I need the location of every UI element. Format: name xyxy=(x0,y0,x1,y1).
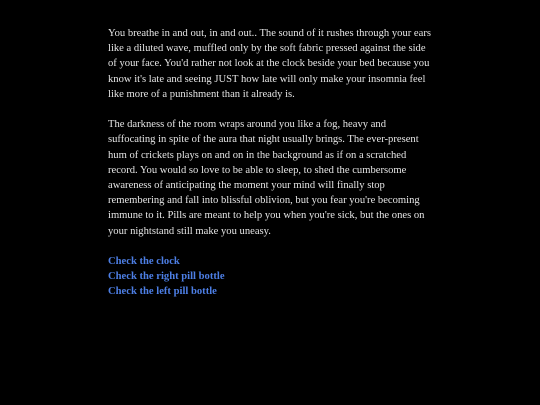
story-container xyxy=(108,26,434,300)
passage-paragraph-1: You breathe in and out, in and out.. The sound of it rushes through your ears like a diluted wave, muffled only by the soft fabric pressed against the side of your face. You'd rather not look at the clock beside your bed because you know it's late and seeing JUST how late will only make your insomnia feel like more of a punishment than it already is. xyxy=(108,28,431,100)
choice-list xyxy=(108,254,434,300)
passage xyxy=(108,26,434,239)
choice-check-left-pill-bottle-link[interactable]: Check the left pill bottle xyxy=(108,286,217,298)
choice-check-right-pill-bottle-link[interactable]: Check the right pill bottle xyxy=(108,271,225,283)
passage-paragraph-2: The darkness of the room wraps around you like a fog, heavy and suffocating in spite of the aura that night usually brings. The ever-present hum of crickets plays on and on in the background as if on a scratched record. You would so love to be able to sleep, to shed the cumbersome awareness of anticipating the moment your mind will finally stop remembering and fall into blissful oblivion, but you fear you're becoming immune to it. Pills are meant to help you when you're sick, but the ones on your nightstand still make you uneasy. xyxy=(108,119,425,237)
choice-check-clock-link[interactable]: Check the clock xyxy=(108,256,180,268)
